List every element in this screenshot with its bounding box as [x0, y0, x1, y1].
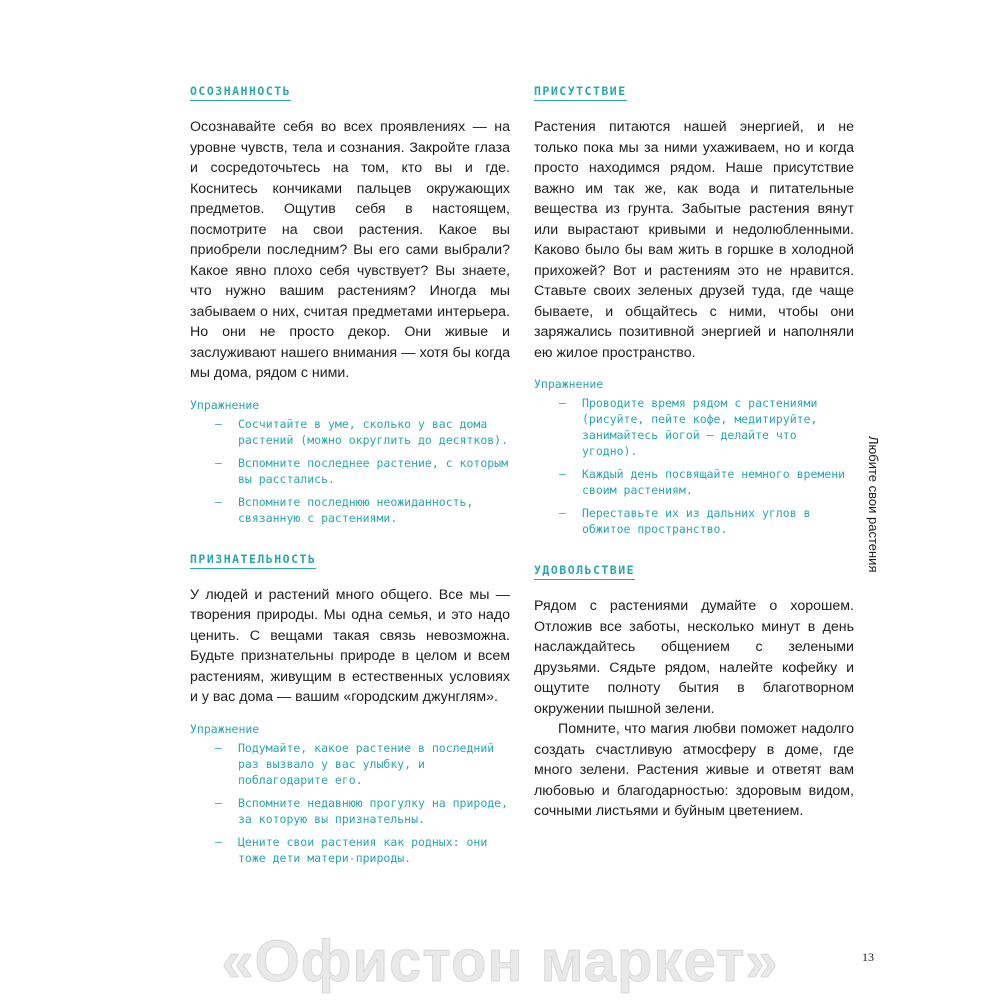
exercise-item: — Цените свои растения как родных: они тоже дети матери-природы. — [215, 834, 488, 865]
sidebar-title: Любите свои растения — [866, 436, 881, 573]
dash: — — [559, 396, 566, 410]
section-paragraph: Растения питаются нашей энергией, и не только пока мы за ними ухаживаем, но и когда просто находимся рядом. Наше присутствие важно им так же, как вода и питательные вещества из грунта. Забытые растения вянут или вырастают кривыми и недолюбленными. Каково было бы вам жить в горшке в холодной прихожей? Вот и растениям это не нравится. Ставьте своих зеленых друзей туда, где чаще бываете, и общайтесь с ними, чтобы они заряжались позитивной энергией и наполняли ею жилое пространство. — [534, 119, 854, 361]
section-paragraph-2: Помните, что магия любви поможет надолго создать счастливую атмосферу в доме, где много зелени. Растения живые и ответят вам любовью и благодарностью: здоровым видом, сочными листьями и буйным цветением. — [534, 721, 854, 819]
section-paragraph: У людей и растений много общего. Все мы — творения природы. Мы одна семья, и это надо ценить. С вещами такая связь невозможна. Будьте признательны природе в целом и всем растениям, живущим в естественных условиях и у вас дома — вашим «городским джунглям». — [190, 586, 510, 705]
dash: — — [215, 455, 222, 470]
section-awareness — [190, 78, 510, 526]
dash: — — [215, 494, 222, 509]
exercise-item: — Подумайте, какое растение в последний раз вызвало у вас улыбку, и поблагодарите его. — [215, 740, 495, 787]
section-paragraph: Осознавайте себя во всех проявлениях — на уровне чувств, тела и сознания. Закройте глаза и сосредоточьтесь на том, кто вы и где. Коснитесь кончиками пальцев окружающих предметов. Ощутив себя в настоящем, посмотрите на свои растения. Какое вы приобрели последним? Вы его сами выбрали? Какое явно плохо себя чувствует? Вы знаете, что нужно вашим растениям? Иногда мы забываем о них, считая предметами интерьера. Но они не просто декор. Они живые и заслуживают нашего внимания — хотя бы когда мы дома, рядом с ними. — [190, 119, 510, 381]
section-presence — [534, 78, 854, 537]
exercise-item: — Вспомните недавнюю прогулку на природе, за которую вы признательны. — [215, 795, 509, 826]
section-heading: УДОВОЛЬСТВИЕ — [534, 563, 635, 580]
page-number: 13 — [862, 950, 874, 964]
dash: — — [559, 467, 566, 481]
watermark: «Офистон маркет» — [221, 929, 779, 994]
section-heading: ОСОЗНАННОСТЬ — [190, 84, 291, 101]
dash: — — [215, 795, 222, 810]
exercise-item: — Вспомните последнее растение, с которым вы расстались. — [215, 455, 509, 486]
dash: — — [215, 416, 222, 431]
exercise-item: — Переставьте их из дальних углов в обжитое пространство. — [559, 506, 811, 536]
exercise-list — [534, 395, 854, 537]
dash: — — [559, 506, 566, 520]
exercise-item: — Каждый день посвящайте немного времени своим растениям. — [559, 467, 846, 497]
exercise-item: — Проводите время рядом с растениями (рисуйте, пейте кофе, медитируйте, занимайтесь йогой — делайте что угодно). — [559, 396, 818, 458]
section-heading: ПРИСУТСТВИЕ — [534, 84, 627, 101]
exercise-item: — Вспомните последнюю неожиданность, связанную с растениями. — [215, 494, 474, 525]
dash: — — [215, 834, 222, 849]
exercise-label: Упражнение — [190, 397, 260, 412]
exercise-list — [190, 416, 510, 526]
section-heading: ПРИЗНАТЕЛЬНОСТЬ — [190, 552, 316, 569]
right-column — [534, 78, 854, 822]
section-pleasure — [534, 544, 854, 822]
exercise-label: Упражнение — [190, 721, 260, 736]
exercise-list — [190, 740, 510, 866]
exercise-label: Упражнение — [534, 377, 604, 391]
exercise-item: — Сосчитайте в уме, сколько у вас дома растений (можно округлить до десятков). — [215, 416, 509, 447]
section-gratitude — [190, 533, 510, 866]
left-column — [190, 78, 510, 873]
section-paragraph: Рядом с растениями думайте о хорошем. Отложив все заботы, несколько минут в день наслаждайтесь общением с зелеными друзьями. Сядьте рядом, налейте кофейку и ощутите полноту бытия в благотворном окружении пышной зелени. — [534, 598, 854, 717]
dash: — — [215, 740, 222, 755]
